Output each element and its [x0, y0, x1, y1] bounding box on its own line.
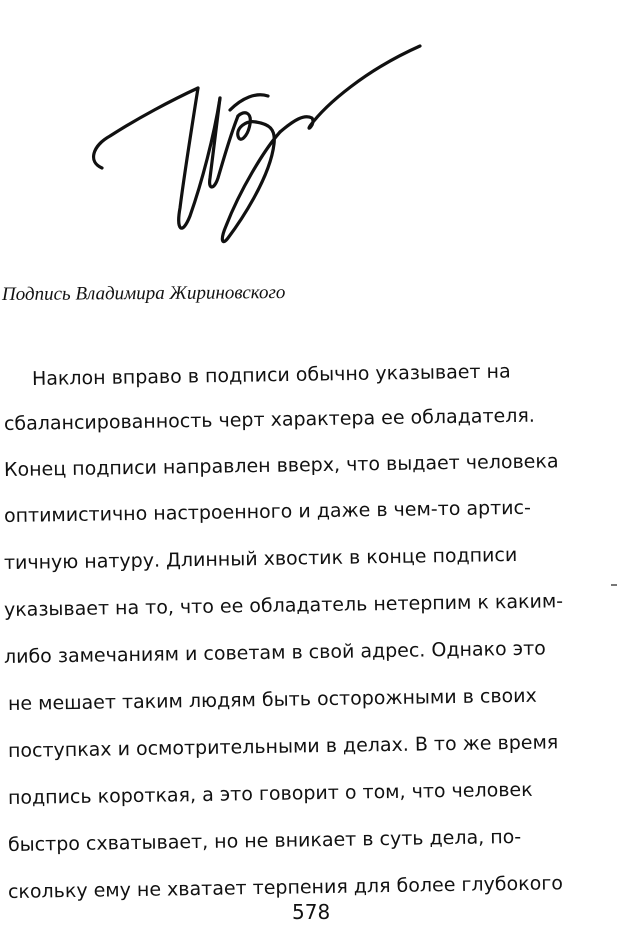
text-line: Наклон вправо в подписи обычно указывает на — [31, 360, 511, 390]
signature-image — [80, 40, 440, 250]
text-line: быстро схватывает, но не вникает в суть дела, по- — [7, 825, 522, 856]
text-line: Конец подписи направлен вверх, что выдает человека — [3, 450, 559, 481]
text-line: поступках и осмотрительными в делах. В то же время — [7, 731, 559, 762]
signature-caption: Подпись Владимира Жириновского — [1, 282, 286, 305]
text-line: либо замечаниям и советам в свой адрес. Однако это — [3, 637, 546, 668]
text-line: указывает на то, что ее обладатель нетерпим к каким- — [3, 590, 564, 621]
text-line: тичную натуру. Длинный хвостик в конце подписи — [3, 543, 518, 574]
text-line: сбалансированность черт характера ее обладателя. — [3, 404, 536, 435]
text-line: не мешает таким людям быть осторожными в своих — [7, 684, 537, 715]
page-number: 578 — [292, 900, 331, 924]
text-line: скольку ему не хватает терпения для более глубокого — [7, 872, 564, 903]
text-line: оптимистично настроенного и даже в чем-то артис- — [3, 496, 532, 527]
text-line: подпись короткая, а это говорит о том, что человек — [7, 778, 533, 809]
scan-speck — [611, 584, 617, 586]
